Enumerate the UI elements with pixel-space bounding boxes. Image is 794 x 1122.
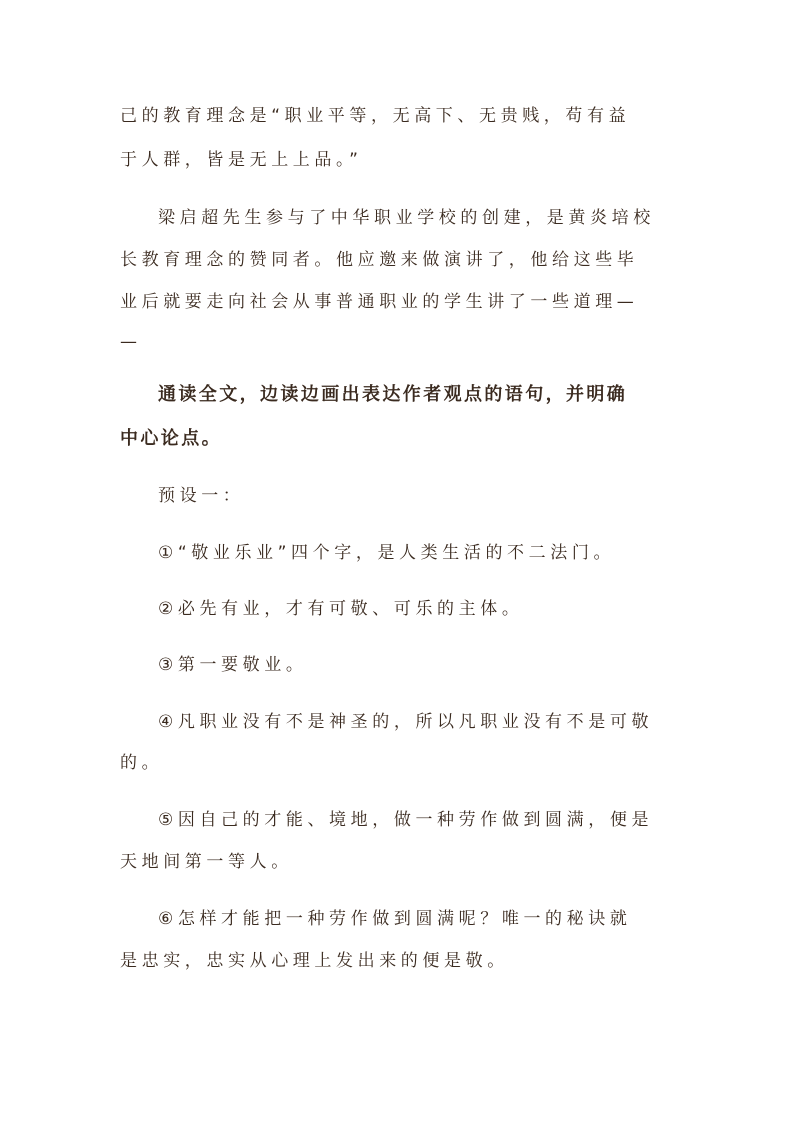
paragraph-line: 长教育理念的赞同者。他应邀来做演讲了，他给这些毕	[120, 250, 639, 270]
list-item: ④凡职业没有不是神圣的，所以凡职业没有不是可敬	[158, 712, 654, 732]
paragraph-line: —	[120, 332, 142, 352]
task-heading-line: 通读全文，边读边画出表达作者观点的语句，并明确	[158, 384, 628, 405]
paragraph-line: 梁启超先生参与了中华职业学校的创建，是黄炎培校	[158, 208, 655, 228]
list-item-continuation: 天地间第一等人。	[120, 852, 293, 872]
paragraph-line: 己的教育理念是“职业平等，无高下、无贵贱，苟有益	[120, 106, 631, 126]
list-item-continuation: 是忠实，忠实从心理上发出来的便是敬。	[120, 951, 509, 971]
list-item: ①“敬业乐业”四个字，是人类生活的不二法门。	[158, 543, 616, 563]
paragraph-line: 于人群，皆是无上上品。”	[120, 150, 363, 170]
list-item: ③第一要敬业。	[158, 655, 308, 675]
list-item: ⑤因自己的才能、境地，做一种劳作做到圆满，便是	[158, 810, 654, 830]
list-item: ②必先有业，才有可敬、可乐的主体。	[158, 599, 524, 619]
list-item-continuation: 的。	[120, 753, 164, 773]
task-heading-line: 中心论点。	[120, 428, 222, 449]
paragraph-line: 业后就要走向社会从事普通职业的学生讲了一些道理—	[120, 292, 639, 312]
preset-label: 预设一：	[158, 486, 245, 506]
list-item: ⑥怎样才能把一种劳作做到圆满呢？唯一的秘诀就	[158, 909, 632, 929]
